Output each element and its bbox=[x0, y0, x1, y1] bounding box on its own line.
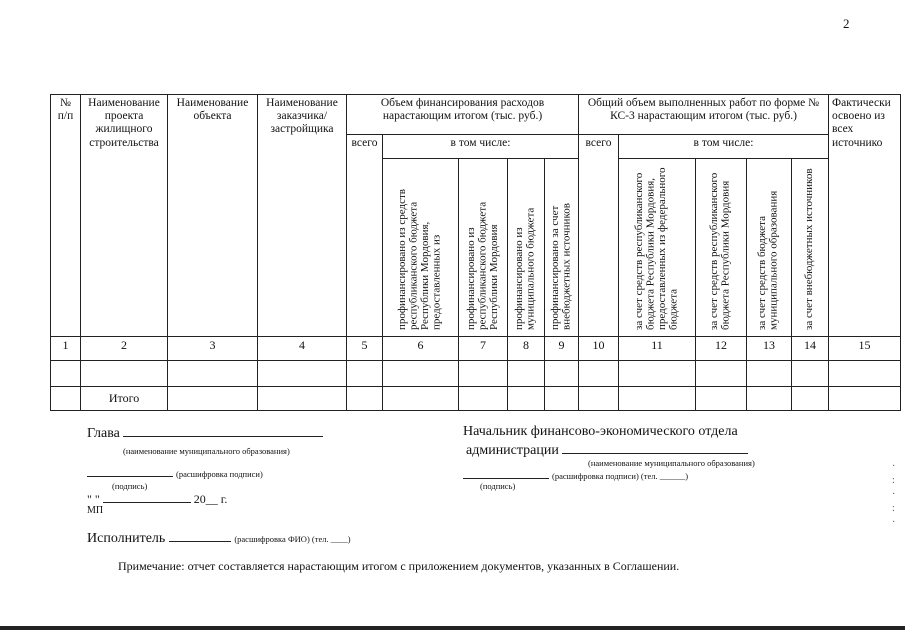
total-row bbox=[51, 387, 901, 411]
total-label: Итого bbox=[81, 387, 168, 411]
header-funding-including: в том числе: bbox=[383, 135, 579, 159]
header-works-sub-1: за счет средств республиканского бюджета Республики Мордовия, предоставленных из федерального бюджета bbox=[619, 159, 696, 337]
header-works-sub-2: за счет средств республиканского бюджета Республики Мордовия bbox=[696, 159, 747, 337]
footnote: Примечание: отчет составляется нарастающим итогом с приложением документов, указанных в Соглашении. bbox=[118, 559, 680, 573]
finance-head-title: Начальник финансово-экономического отдела bbox=[463, 424, 738, 439]
col-num: 1 bbox=[51, 337, 81, 361]
head-label: Глава bbox=[87, 426, 120, 441]
head-hint: (наименование муниципального образования) bbox=[123, 446, 290, 456]
col-num: 13 bbox=[747, 337, 792, 361]
col-num: 2 bbox=[81, 337, 168, 361]
date-prefix: " " bbox=[87, 492, 100, 506]
header-funding-sub-4: профинансировано за счет внебюджетных источников bbox=[545, 159, 579, 337]
header-works-sub-4: за счет внебюджетных источников bbox=[792, 159, 829, 337]
col-num: 9 bbox=[545, 337, 579, 361]
col-num: 4 bbox=[258, 337, 347, 361]
finance-signature-blank bbox=[463, 467, 549, 479]
scan-edge-marks: · : · : · bbox=[892, 461, 896, 528]
col-num: 10 bbox=[579, 337, 619, 361]
col-num: 5 bbox=[347, 337, 383, 361]
col-num: 8 bbox=[508, 337, 545, 361]
header-works-including: в том числе: bbox=[619, 135, 829, 159]
column-number-row bbox=[51, 337, 901, 361]
page-number: 2 bbox=[843, 16, 850, 31]
signature-decoding bbox=[87, 465, 263, 481]
col-num: 15 bbox=[829, 337, 901, 361]
signature-blank-line bbox=[87, 465, 173, 477]
finance-admin-label: администрации bbox=[466, 443, 559, 458]
header-works-total: всего bbox=[579, 135, 619, 337]
table-row bbox=[51, 361, 901, 387]
finance-hint: (наименование муниципального образования) bbox=[588, 458, 755, 468]
executor-blank-line bbox=[169, 530, 231, 542]
report-table bbox=[50, 94, 901, 411]
date-line bbox=[87, 491, 227, 507]
executor-label: Исполнитель bbox=[87, 531, 166, 546]
header-actual: Фактически освоено из всех источнико bbox=[829, 95, 901, 337]
header-funding-sub-1: профинансировано из средств республиканского бюджета Республики Мордовия, предоставленных из bbox=[383, 159, 459, 337]
executor-line bbox=[87, 530, 351, 547]
header-funding-group: Объем финансирования расходов нарастающим итогом (тыс. руб.) bbox=[347, 95, 579, 135]
scan-bottom-edge bbox=[0, 626, 905, 630]
signature-hint: (подпись) bbox=[112, 481, 148, 491]
header-funding-total: всего bbox=[347, 135, 383, 337]
header-funding-sub-3: профинансировано из муниципального бюджета bbox=[508, 159, 545, 337]
col-num: 6 bbox=[383, 337, 459, 361]
col-num: 14 bbox=[792, 337, 829, 361]
stamp-label: МП bbox=[87, 505, 104, 516]
date-blank-line bbox=[103, 491, 191, 503]
head-signature-line bbox=[87, 425, 323, 442]
finance-admin-line bbox=[466, 442, 748, 459]
col-num: 3 bbox=[168, 337, 258, 361]
header-object: Наименование объекта bbox=[168, 95, 258, 337]
col-num: 11 bbox=[619, 337, 696, 361]
col-num: 12 bbox=[696, 337, 747, 361]
date-year: 20__ г. bbox=[193, 492, 228, 506]
executor-hint: (расшифровка ФИО) (тел. ____) bbox=[234, 534, 351, 544]
header-works-group: Общий объем выполненных работ по форме № КС-3 нарастающим итогом (тыс. руб.) bbox=[579, 95, 829, 135]
header-customer: Наименование заказчика/застройщика bbox=[258, 95, 347, 337]
header-num: № п/п bbox=[51, 95, 81, 337]
col-num: 7 bbox=[459, 337, 508, 361]
finance-decoding-hint: (расшифровка подписи) (тел. ______) bbox=[552, 471, 689, 481]
header-funding-sub-2: профинансировано из республиканского бюджета Республики Мордовия bbox=[459, 159, 508, 337]
header-project: Наименование проекта жилищного строительства bbox=[81, 95, 168, 337]
finance-blank-line bbox=[562, 442, 748, 454]
head-blank-line bbox=[123, 425, 323, 437]
header-works-sub-3: за счет средств бюджета муниципального образования bbox=[747, 159, 792, 337]
header-row-1 bbox=[51, 95, 901, 135]
decoding-hint: (расшифровка подписи) bbox=[176, 469, 263, 479]
finance-signature-hint: (подпись) bbox=[480, 481, 516, 491]
